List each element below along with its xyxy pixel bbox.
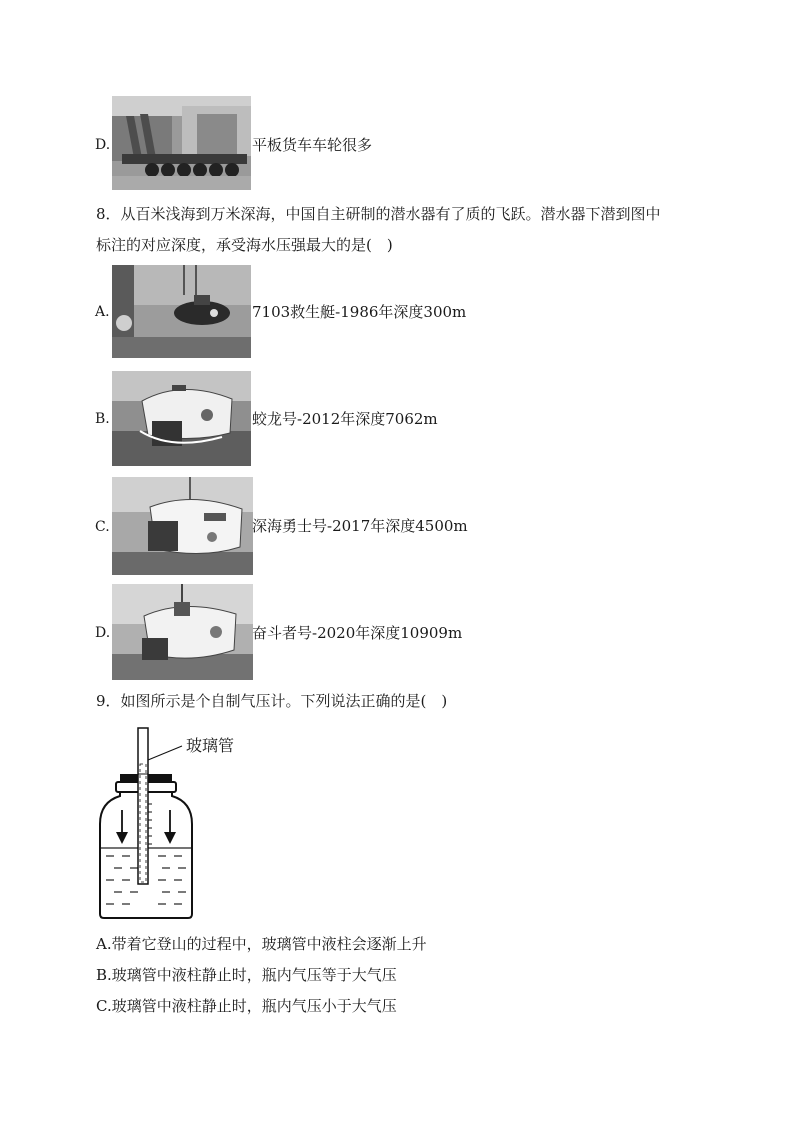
q8-option-c-text: 深海勇士号-2017年深度4500m bbox=[252, 517, 468, 535]
glass-tube-label: 玻璃管 bbox=[186, 736, 235, 755]
q9-option-c: C.玻璃管中液柱静止时，瓶内气压小于大气压 bbox=[96, 997, 397, 1015]
glass-tube bbox=[138, 728, 148, 884]
q9-option-a: A.带着它登山的过程中，玻璃管中液柱会逐渐上升 bbox=[96, 935, 427, 953]
flatbed-truck-image bbox=[112, 96, 251, 190]
q9-option-b: B.玻璃管中液柱静止时，瓶内气压等于大气压 bbox=[96, 966, 397, 984]
down-arrow-right-icon bbox=[164, 810, 176, 844]
shenhai-yongshi-image bbox=[112, 477, 253, 575]
q8-stem-line1: 8．从百米浅海到万米深海，中国自主研制的潜水器有了质的飞跃。潜水器下潜到图中 bbox=[96, 205, 661, 223]
option-d-letter: D. bbox=[95, 137, 111, 153]
q8-option-b-text: 蛟龙号-2012年深度7062m bbox=[252, 410, 438, 428]
rescue-boat-7103-image bbox=[112, 265, 251, 358]
q8-option-c-letter: C. bbox=[95, 519, 110, 535]
q9-stem: 9．如图所示是个自制气压计。下列说法正确的是( ) bbox=[96, 692, 448, 710]
label-leader-line bbox=[148, 746, 182, 760]
barometer-diagram bbox=[92, 724, 272, 922]
q8-option-d-text: 奋斗者号-2020年深度10909m bbox=[252, 624, 463, 642]
q8-option-a-letter: A. bbox=[95, 304, 110, 320]
q8-stem-line2: 标注的对应深度，承受海水压强最大的是( ) bbox=[96, 236, 393, 254]
q8-option-b-letter: B. bbox=[95, 411, 110, 427]
q8-option-a-text: 7103救生艇-1986年深度300m bbox=[252, 303, 467, 321]
jiaolong-image bbox=[112, 371, 251, 466]
q8-option-d-letter: D. bbox=[95, 625, 111, 641]
down-arrow-left-icon bbox=[116, 810, 128, 844]
option-d-text: 平板货车车轮很多 bbox=[252, 136, 373, 154]
barometer-svg bbox=[92, 724, 272, 922]
fendouzhe-image bbox=[112, 584, 253, 680]
